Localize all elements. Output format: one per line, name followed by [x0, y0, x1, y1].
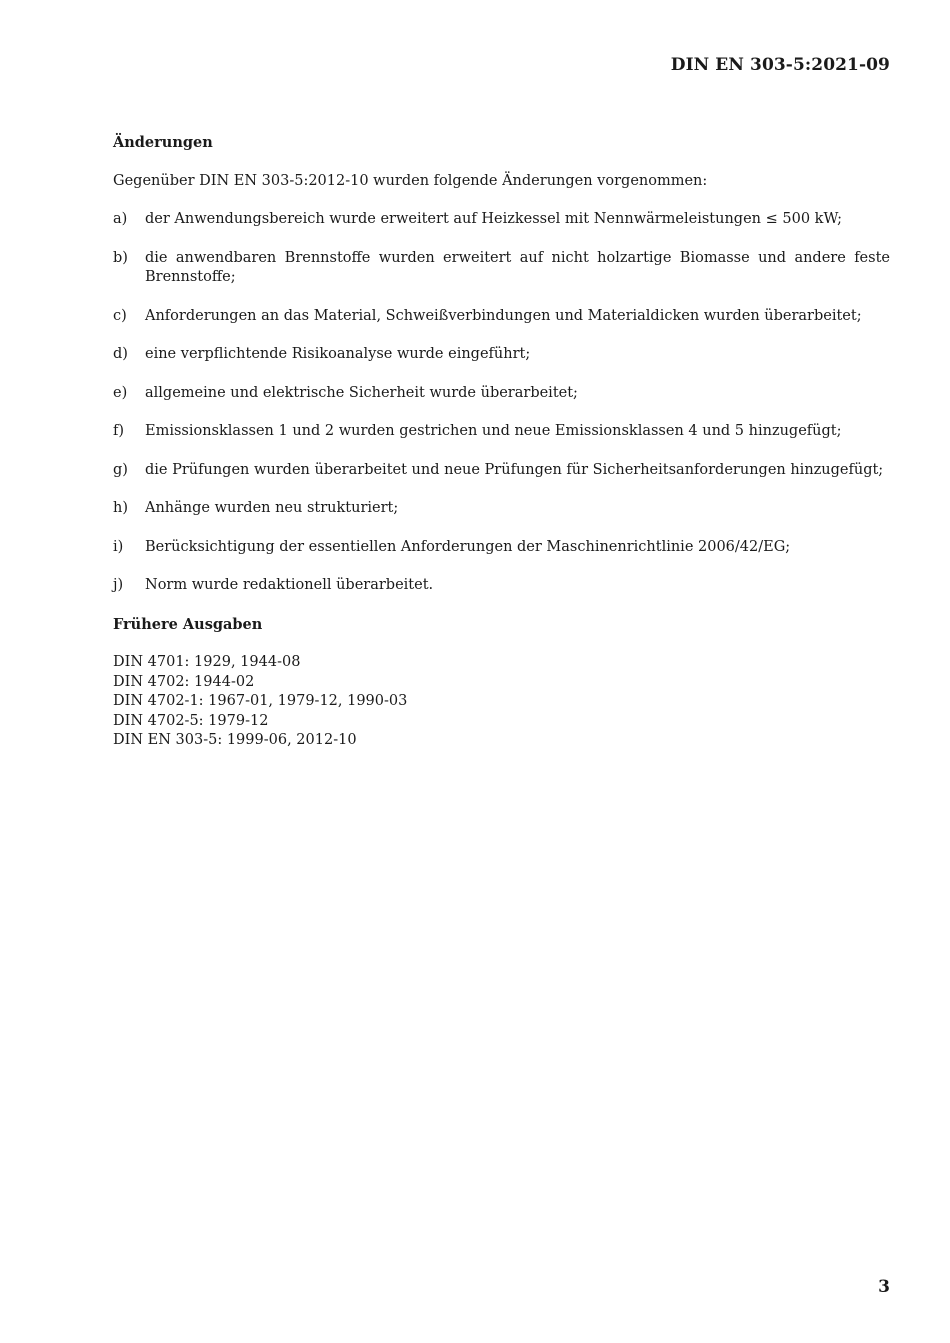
list-item-letter: f) [113, 423, 125, 439]
list-item [113, 345, 890, 365]
earlier-editions-list [113, 653, 890, 751]
list-item-text: Norm wurde redaktionell überarbeitet. [145, 577, 434, 593]
list-item [113, 461, 890, 481]
list-item [113, 210, 890, 230]
document-id-header: DIN EN 303-5:2021-09 [670, 55, 890, 75]
list-item-text: Emissionsklassen 1 und 2 wurden gestrichen und neue Emissionsklassen 4 und 5 hinzugefügt; [145, 423, 842, 439]
list-item [113, 538, 890, 558]
list-item-text: Anforderungen an das Material, Schweißverbindungen und Materialdicken wurden überarbeitet; [145, 307, 862, 324]
list-item-letter: d) [113, 346, 128, 362]
list-item-letter: a) [113, 211, 128, 227]
edition-line: DIN 4702-1: 1967-01, 1979-12, 1990-03 [113, 693, 408, 709]
changes-intro: Gegenüber DIN EN 303-5:2012-10 wurden folgende Änderungen vorgenommen: [113, 172, 708, 189]
list-item [113, 307, 890, 327]
page-number: 3 [878, 1277, 890, 1297]
edition-line: DIN 4702: 1944-02 [113, 673, 255, 690]
list-item [113, 576, 890, 596]
list-item [113, 249, 890, 288]
list-item [113, 384, 890, 404]
list-item-text: eine verpflichtende Risikoanalyse wurde eingeführt; [145, 346, 531, 362]
list-item-text: Berücksichtigung der essentiellen Anforderungen der Maschinenrichtlinie 2006/42/EG; [145, 538, 791, 555]
changes-heading: Änderungen [113, 134, 213, 151]
earlier-editions-heading: Frühere Ausgaben [113, 615, 263, 633]
page-content [113, 133, 890, 751]
list-item-letter: g) [113, 461, 128, 478]
list-item-letter: h) [113, 500, 128, 516]
changes-list [113, 210, 890, 596]
list-item-letter: j) [113, 577, 124, 593]
list-item-text: die anwendbaren Brennstoffe wurden erweitert auf nicht holzartige Biomasse und andere feste Brennstoffe; [145, 249, 890, 285]
list-item-letter: i) [113, 538, 124, 555]
list-item-text: Anhänge wurden neu strukturiert; [145, 500, 399, 516]
list-item-letter: c) [113, 307, 127, 324]
list-item-text: der Anwendungsbereich wurde erweitert auf Heizkessel mit Nennwärmeleistungen ≤ 500 kW; [145, 211, 842, 227]
list-item-letter: e) [113, 384, 128, 401]
edition-line: DIN 4702-5: 1979-12 [113, 712, 269, 729]
list-item [113, 422, 890, 442]
edition-line: DIN 4701: 1929, 1944-08 [113, 654, 301, 670]
list-item [113, 499, 890, 519]
edition-line: DIN EN 303-5: 1999-06, 2012-10 [113, 732, 357, 748]
list-item-text: die Prüfungen wurden überarbeitet und neue Prüfungen für Sicherheitsanforderungen hinzugefügt; [145, 461, 884, 478]
list-item-text: allgemeine und elektrische Sicherheit wurde überarbeitet; [145, 384, 578, 401]
list-item-letter: b) [113, 249, 128, 266]
